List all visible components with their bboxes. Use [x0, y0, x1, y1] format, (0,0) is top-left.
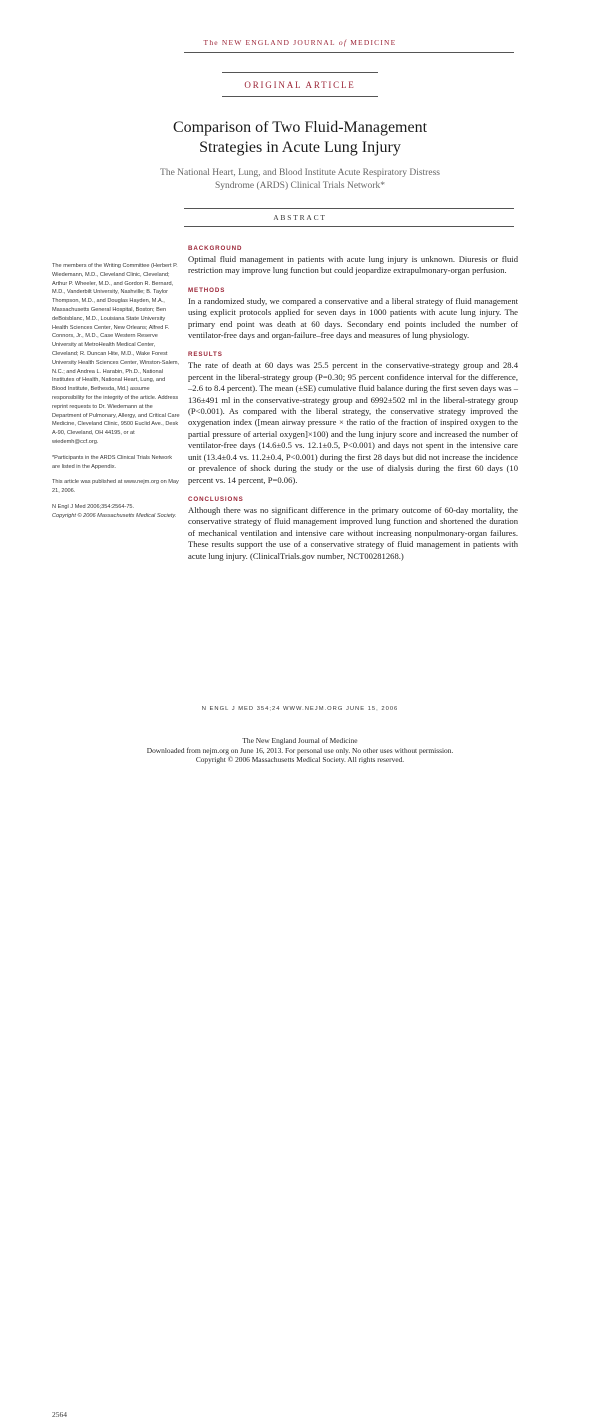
- results-text: The rate of death at 60 days was 25.5 percent in the conservative-strategy group and 28.4 percent in the liberal-strategy group (P=0.30; 95 percent confidence interval for the difference, –2.6 to 8.4 percent). The mean (±SE) cumulative fluid balance during the first seven days was –136±491 ml in the conservative-strategy group and 6992±502 ml in the liberal-strategy group (P<0.001). As compared with the liberal strategy, the conservative strategy improved the oxygenation index ([mean airway pressure × the ratio of the fraction of inspired oxygen to the partial pressure of arterial oxygen]×100) and the lung injury score and increased the number of ventilator-free days (14.6±0.5 vs. 12.1±0.5, P<0.001) and days not spent in the intensive care unit (13.4±0.4 vs. 11.2±0.4, P<0.001) during the first 28 days but did not increase the incidence or prevalence of shock during the study or the use of dialysis during the first 60 days (10 percent vs. 14 percent, P=0.06).: [188, 360, 518, 485]
- author-group-line2: Syndrome (ARDS) Clinical Trials Network*: [215, 180, 385, 191]
- download-notice-line1: The New England Journal of Medicine: [242, 736, 358, 745]
- article-title-line2: Strategies in Acute Lung Injury: [199, 139, 401, 156]
- download-notice-line3: Copyright © 2006 Massachusetts Medical Society. All rights reserved.: [195, 755, 405, 765]
- writing-committee-note: The members of the Writing Committee (Herbert P. Wiedemann, M.D., Cleveland Clinic, Cleveland; Arthur P. Wheeler, M.D., and Gordon R. Bernard, M.D., Vanderbilt University, Nashville; B. Taylor Thompson, M.D., and Douglas Hayden, M.A., Massachusetts General Hospital, Boston; Ben deBoisblanc, M.D., Louisiana State University Health Sciences Center, New Orleans; Alfred F. Connors, Jr., M.D., Case Western Reserve University at MetroHealth Medical Center, Cleveland; R. Duncan Hite, M.D., Wake Forest University Health Sciences Center, Winston-Salem, N.C.; and Andrea L. Harabin, Ph.D., National Institutes of Health, National Heart, Lung, and Blood Institute, Bethesda, Md.) assume responsibility for the integrity of the article. Address reprint requests to Dr. Wiedemann at the Department of Pulmonary, Allergy, and Critical Care Medicine, Cleveland Clinic, 9500 Euclid Ave., Desk A-90, Cleveland, OH 44195, or at wiedemh@ccf.org.: [52, 263, 180, 445]
- methods-section: [188, 287, 518, 342]
- header-rule: [184, 52, 514, 53]
- download-notice: [0, 736, 600, 765]
- author-group-line1: The National Heart, Lung, and Blood Institute Acute Respiratory Distress: [160, 168, 440, 178]
- section-label-rule-top: [222, 72, 378, 73]
- conclusions-section: [188, 496, 518, 562]
- article-title: [0, 118, 600, 158]
- abstract-label: ABSTRACT: [273, 213, 327, 222]
- journal-header: [0, 38, 600, 47]
- abstract-rule-bottom: [184, 226, 514, 227]
- abstract-rule-top: [184, 208, 514, 209]
- footer-journal-meta: N ENGL J MED 354;24 WWW.NEJM.ORG JUNE 15, 2006: [201, 706, 399, 712]
- methods-text: In a randomized study, we compared a conservative and a liberal strategy of fluid management using explicit protocols applied for seven days in 1000 patients with acute lung injury. The primary end point was death at 60 days. Secondary end points included the number of ventilator-free days and organ-failure–free days and measures of lung physiology.: [188, 295, 518, 341]
- section-label-rule-bottom: [222, 96, 378, 97]
- journal-header-suffix: MEDICINE: [350, 38, 397, 47]
- copyright-note: Copyright © 2006 Massachusetts Medical Society.: [52, 512, 177, 519]
- author-notes-sidebar: [52, 262, 180, 521]
- journal-header-name: NEW ENGLAND JOURNAL: [221, 38, 336, 47]
- results-section: [188, 351, 518, 485]
- section-label: ORIGINAL ARTICLE: [244, 80, 356, 90]
- citation: N Engl J Med 2006;354:2564-75.: [52, 503, 135, 510]
- conclusions-text: Although there was no significant difference in the primary outcome of 60-day mortality, the conservative strategy of fluid management improved lung function and shortened the duration of mechanical ventilation and intensive care without increasing nonpulmonary-organ failures. These results support the use of a conservative strategy of fluid management in patients with acute lung injury. (ClinicalTrials.gov number, NCT00281268.): [188, 504, 518, 561]
- author-group: [0, 167, 600, 192]
- journal-header-prefix: The: [203, 38, 222, 47]
- page-number: 2564: [52, 1410, 67, 1419]
- background-section: [188, 245, 518, 277]
- methods-heading: METHODS: [188, 286, 226, 294]
- conclusions-heading: CONCLUSIONS: [188, 495, 244, 503]
- background-text: Optimal fluid management in patients with acute lung injury is unknown. Diuresis or fluid restriction may improve lung function but could jeopardize extrapulmonary-organ perfusion.: [188, 254, 518, 276]
- background-heading: BACKGROUND: [188, 245, 243, 252]
- journal-header-of: of: [335, 38, 351, 47]
- participants-note: *Participants in the ARDS Clinical Trials Network are listed in the Appendix.: [52, 454, 172, 470]
- article-title-line1: Comparison of Two Fluid-Management: [172, 119, 428, 136]
- results-heading: RESULTS: [188, 351, 223, 359]
- download-notice-line2: Downloaded from nejm.org on June 16, 2013. For personal use only. No other uses without permission.: [146, 745, 454, 755]
- abstract-body: [188, 245, 518, 562]
- published-online-note: This article was published at www.nejm.org on May 21, 2006.: [52, 479, 179, 495]
